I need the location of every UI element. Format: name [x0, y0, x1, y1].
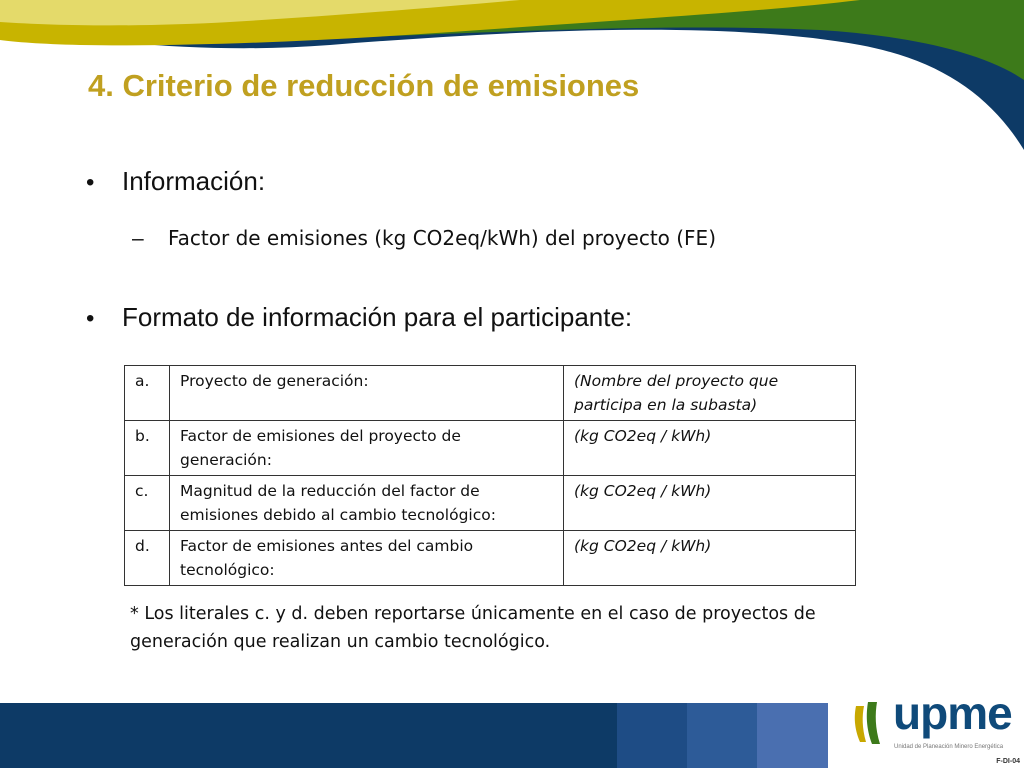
footer-block — [687, 703, 757, 768]
row-letter: c. — [125, 476, 170, 531]
table-row — [125, 366, 856, 421]
upme-logo-icon — [850, 698, 890, 748]
dash-icon: – — [132, 227, 144, 250]
row-field: Factor de emisiones antes del cambio tecnológico: — [170, 531, 564, 586]
row-field: Proyecto de generación: — [170, 366, 564, 421]
row-value: (Nombre del proyecto que participa en la subasta) — [564, 366, 856, 421]
sub-bullet-factor — [132, 226, 716, 251]
row-letter: a. — [125, 366, 170, 421]
row-letter: b. — [125, 421, 170, 476]
row-letter: d. — [125, 531, 170, 586]
info-table — [124, 365, 856, 586]
bullet-dot-icon: • — [86, 305, 95, 332]
bullet-formato — [86, 302, 632, 333]
bullet-text: Formato de información para el participante: — [122, 302, 633, 332]
row-value: (kg CO2eq / kWh) — [564, 531, 856, 586]
row-field: Factor de emisiones del proyecto de generación: — [170, 421, 564, 476]
sub-bullet-text: Factor de emisiones (kg CO2eq/kWh) del proyecto (FE) — [168, 226, 716, 250]
footer-block — [617, 703, 687, 768]
row-value: (kg CO2eq / kWh) — [564, 476, 856, 531]
upme-logo-subtitle: Unidad de Planeación Minero Energética — [894, 744, 1004, 750]
row-value: (kg CO2eq / kWh) — [564, 421, 856, 476]
document-code: F-DI-04 — [996, 758, 1020, 765]
row-field: Magnitud de la reducción del factor de emisiones debido al cambio tecnológico: — [170, 476, 564, 531]
bullet-dot-icon: • — [86, 169, 95, 196]
table-row — [125, 421, 856, 476]
table-row — [125, 476, 856, 531]
table-row — [125, 531, 856, 586]
bullet-informacion — [86, 166, 265, 197]
upme-logo-text: upme — [893, 687, 1012, 739]
slide-title: 4. Criterio de reducción de emisiones — [88, 68, 640, 103]
footnote: * Los literales c. y d. deben reportarse únicamente en el caso de proyectos de generación que realizan un cambio tecnológico. — [130, 604, 816, 652]
bullet-text: Información: — [122, 166, 266, 196]
footer-block — [757, 703, 828, 768]
